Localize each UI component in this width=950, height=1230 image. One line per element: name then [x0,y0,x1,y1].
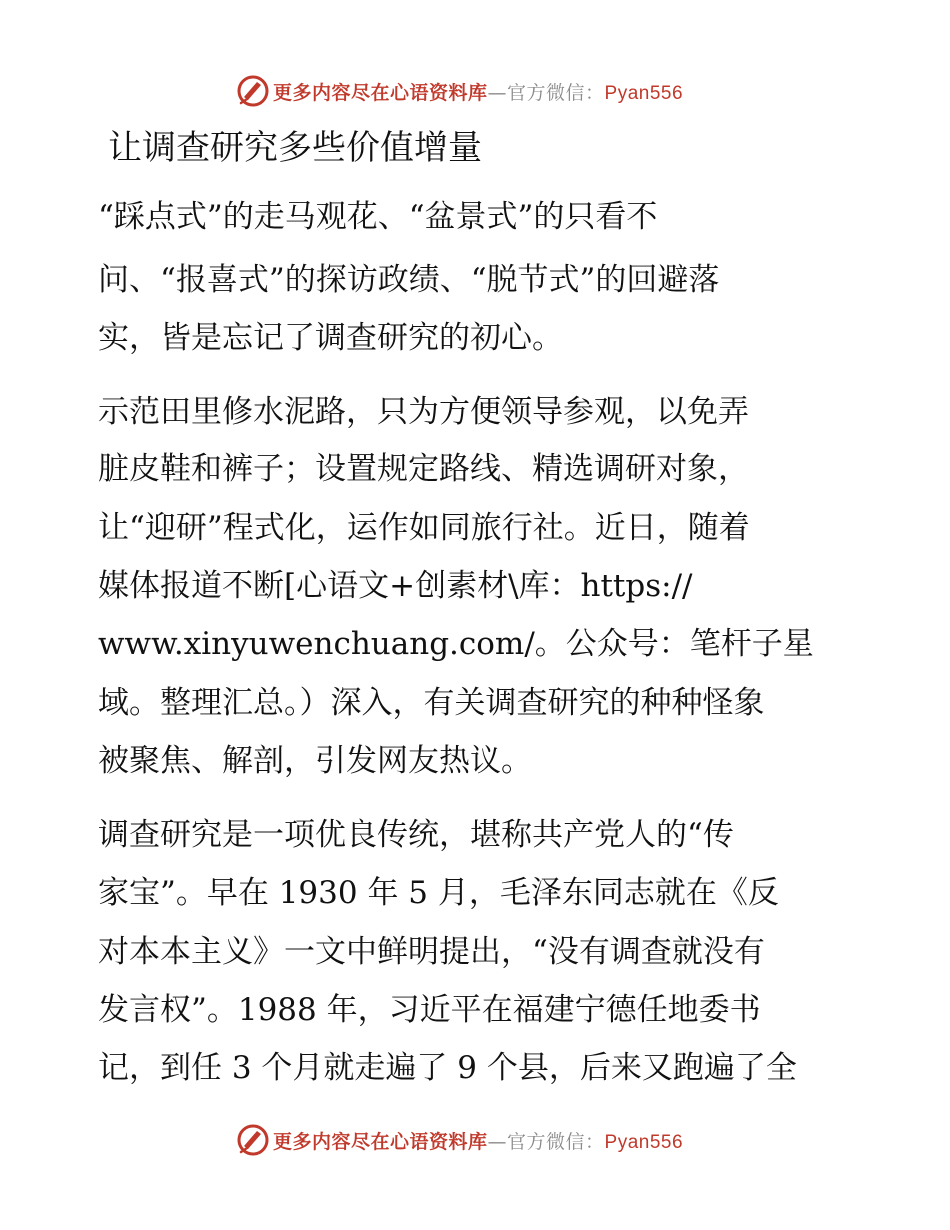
body-line: www.xinyuwenchuang.com/。公众号：笔杆子星 [98,626,814,662]
body-line: 对本本主义》一文中鲜明提出，“没有调查就没有 [98,934,765,970]
body-line: 脏皮鞋和裤子；设置规定路线、精选调研对象， [98,451,749,487]
body-line: “踩点式”的走马观花、“盆景式”的只看不 [98,199,658,235]
body-line: 让“迎研”程式化，运作如同旅行社。近日，随着 [98,510,750,546]
body-line: 调查研究是一项优良传统，堪称共产党人的“传 [98,817,734,853]
watermark-brand: 更多内容尽在心语资料库 [273,81,488,104]
document-title: 让调查研究多些价值增量 [108,128,482,168]
body-line: 问、“报喜式”的探访政绩、“脱节式”的回避落 [98,262,720,298]
watermark-dash: — [487,1130,508,1153]
body-line: 示范田里修水泥路，只为方便领导参观，以免弄 [98,394,749,430]
watermark-text [273,1127,683,1154]
watermark-account: Pyan556 [604,1131,684,1153]
body-line: 发言权”。1988 年，习近平在福建宁德任地委书 [98,992,761,1028]
body-line: 实，皆是忘记了调查研究的初心。 [98,320,563,356]
watermark-account: Pyan556 [604,82,684,104]
watermark-dash: — [487,81,508,104]
body-line: 媒体报道不断[心语文+创素材\库：https:// [98,568,693,604]
body-line: 被聚焦、解剖，引发网友热议。 [98,743,532,779]
watermark-wechat-label: 官方微信： [507,81,605,104]
body-line: 记，到任 3 个月就走遍了 9 个县，后来又跑遍了全 [98,1050,797,1086]
watermark-banner-bottom [235,1120,755,1160]
watermark-banner-top [235,71,755,111]
body-line: 域。整理汇总。）深入，有关调查研究的种种怪象 [98,685,765,721]
body-line: 家宝”。早在 1930 年 5 月，毛泽东同志就在《反 [98,875,779,911]
watermark-logo-icon [235,1122,271,1158]
watermark-text [273,78,683,105]
watermark-logo-icon [235,73,271,109]
watermark-brand: 更多内容尽在心语资料库 [273,1130,488,1153]
watermark-wechat-label: 官方微信： [507,1130,605,1153]
